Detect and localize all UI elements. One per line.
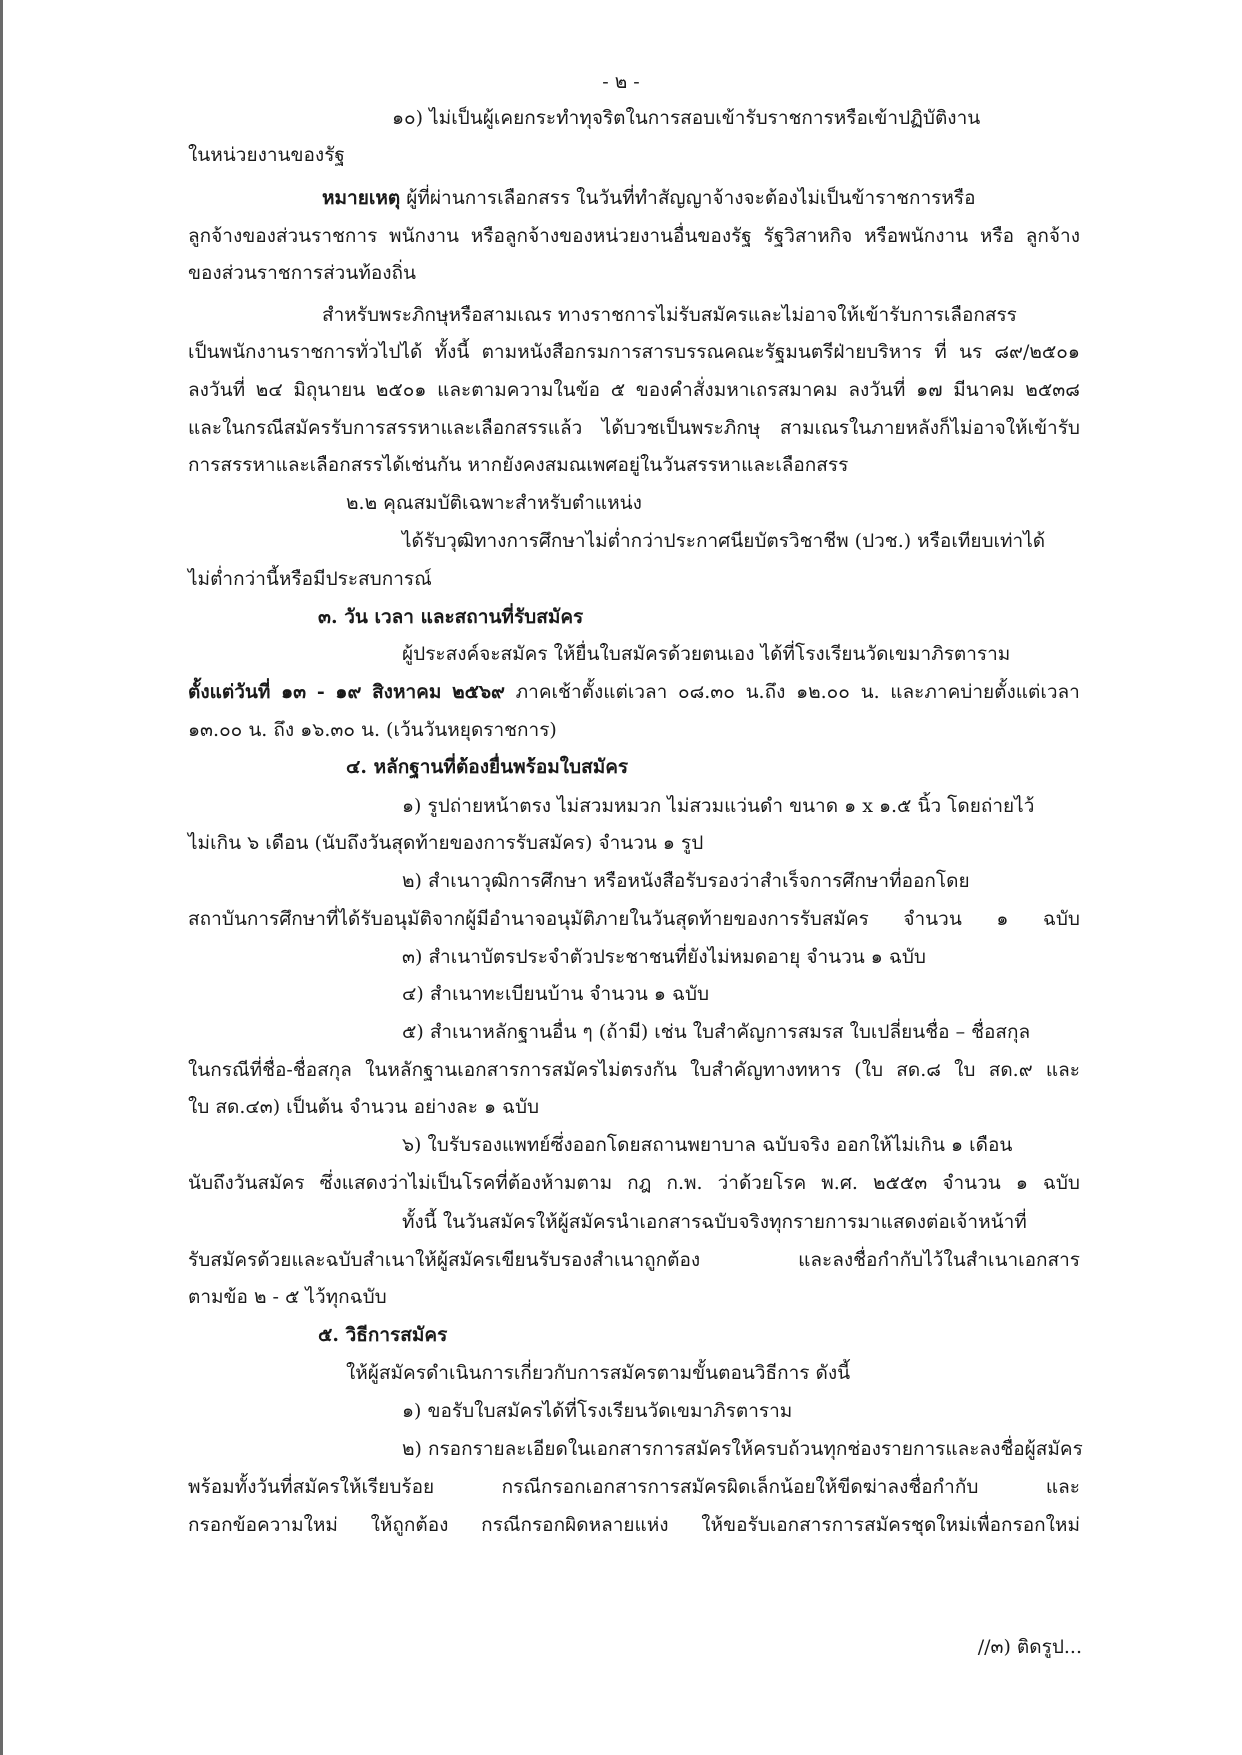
word: น. — [860, 681, 880, 703]
word: ๘๙/๒๕๐๑ — [994, 341, 1080, 363]
word: (ใบ — [854, 1059, 884, 1081]
word: รับสมัครด้วยและฉบับสำเนาให้ผู้สมัครเขียนรับรองสำเนาถูกต้อง — [188, 1249, 701, 1271]
word: ๐๘.๓๐ — [677, 681, 735, 703]
text-line — [188, 905, 1080, 933]
text-line — [402, 640, 1080, 668]
word: พนักงาน — [389, 225, 459, 247]
word: นร — [958, 341, 983, 363]
word: ในกรณีที่ชื่อ-ชื่อสกุล — [188, 1059, 352, 1081]
line-text: ๒) สำเนาวุฒิการศึกษา หรือหนังสือรับรองว่าสำเร็จการศึกษาที่ออกโดย — [402, 870, 970, 892]
word: และในกรณีสมัครรับการสรรหาและเลือกสรรแล้ว — [188, 417, 583, 439]
word: ได้บวชเป็นพระภิกษุ — [601, 417, 761, 439]
word: และภาคบ่ายตั้งแต่เวลา — [890, 681, 1080, 703]
word: พร้อมทั้งวันที่สมัครให้เรียบร้อย — [188, 1476, 435, 1498]
text-line — [188, 678, 1080, 706]
word: ๒๕๐๑ — [375, 379, 427, 401]
word: หรือลูกจ้างของหน่วยงานอื่นของรัฐ — [470, 225, 752, 247]
word: ที่ — [934, 341, 947, 363]
bold-text: ๓. วัน เวลา และสถานที่รับสมัคร — [318, 606, 584, 628]
word: ลงวันที่ — [848, 379, 906, 401]
word: ฉบับ — [1042, 1172, 1080, 1194]
text-line — [402, 1131, 1080, 1159]
text-line — [318, 1321, 447, 1349]
text-line — [188, 141, 345, 169]
continuation-marker: //๓) ติดรูป... — [977, 1636, 1082, 1658]
line-text: ในหน่วยงานของรัฐ — [188, 144, 345, 166]
word: ๑ — [1015, 1172, 1028, 1194]
text-line — [188, 1473, 1080, 1501]
text-line — [402, 867, 1080, 895]
word: ให้ขอรับเอกสารการสมัครชุดใหม่เพื่อกรอกใหม่ — [701, 1514, 1080, 1536]
word: หรือพนักงาน — [864, 225, 969, 247]
word: ตั้งแต่วันที่ — [188, 681, 271, 703]
word: และ — [1045, 1059, 1080, 1081]
line-text: ทั้งนี้ ในวันสมัครให้ผู้สมัครนำเอกสารฉบับจริงทุกรายการมาแสดงต่อเจ้าหน้าที่ — [402, 1211, 1027, 1233]
text-line — [402, 1435, 1083, 1463]
bold-text: หมายเหตุ — [322, 187, 401, 209]
word: กรณีกรอกผิดหลายแห่ง — [481, 1514, 669, 1536]
text-line — [188, 829, 703, 857]
word: สามเณรในภายหลังก็ไม่อาจให้เข้ารับ — [779, 417, 1080, 439]
line-text: ให้ผู้สมัครดำเนินการเกี่ยวกับการสมัครตามขั้นตอนวิธีการ ดังนี้ — [346, 1362, 851, 1384]
text-line — [188, 1246, 1080, 1274]
word: ๒๕๓๘ — [1025, 379, 1080, 401]
line-text: ๒.๒ คุณสมบัติเฉพาะสำหรับตำแหน่ง — [346, 492, 642, 514]
line-text: ไม่ต่ำกว่านี้หรือมีประสบการณ์ — [188, 568, 432, 590]
word: ของคำสั่งมหาเถรสมาคม — [635, 379, 838, 401]
line-text: ๑) ขอรับใบสมัครได้ที่โรงเรียนวัดเขมาภิรตาราม — [402, 1400, 793, 1422]
line-text: ตามข้อ ๒ - ๕ ไว้ทุกฉบับ — [188, 1286, 387, 1308]
text-line — [346, 753, 628, 781]
word: ให้ถูกต้อง — [370, 1514, 449, 1536]
text-line — [188, 451, 848, 479]
line-text: ของส่วนราชการส่วนท้องถิ่น — [188, 262, 417, 284]
word: ก.พ. — [666, 1172, 703, 1194]
word: และ — [1045, 1476, 1080, 1498]
word: ๑ — [996, 908, 1009, 930]
word: ว่าด้วยโรค — [717, 1172, 807, 1194]
text-line — [188, 376, 1080, 404]
word: น.ถึง — [745, 681, 786, 703]
word: ใบ — [954, 1059, 976, 1081]
word: กรอกข้อความใหม่ — [188, 1514, 338, 1536]
word: นับถึงวันสมัคร — [188, 1172, 305, 1194]
word: กรณีกรอกเอกสารการสมัครผิดเล็กน้อยให้ขีดฆ่าลงชื่อกำกับ — [501, 1476, 979, 1498]
line-text: ๒) กรอกรายละเอียดในเอกสารการสมัครให้ครบถ้วนทุกช่องรายการและลงชื่อผู้สมัคร — [402, 1438, 1083, 1460]
word: กฎ — [627, 1172, 652, 1194]
text-line — [402, 1397, 792, 1425]
word: สถาบันการศึกษาที่ได้รับอนุมัติจากผู้มีอำนาจอนุมัติภายในวันสุดท้ายของการรับสมัคร — [188, 908, 869, 930]
word: สด.๙ — [988, 1059, 1033, 1081]
text-line — [392, 104, 1080, 132]
word: ฉบับ — [1042, 908, 1080, 930]
text-line — [402, 1018, 1080, 1046]
text-line — [188, 1511, 1080, 1539]
text-line — [188, 565, 432, 593]
text-line — [346, 1359, 850, 1387]
word: ใบสำคัญทางทหาร — [690, 1059, 842, 1081]
text-line — [318, 603, 583, 631]
text-line — [188, 1093, 539, 1121]
text-line — [322, 184, 1080, 212]
line-text: ๑) รูปถ่ายหน้าตรง ไม่สวมหมวก ไม่สวมแว่นดำ ขนาด ๑ x ๑.๕ นิ้ว โดยถ่ายไว้ — [402, 795, 1035, 817]
text-line — [322, 301, 1080, 329]
line-text: ๓) สำเนาบัตรประจำตัวประชาชนที่ยังไม่หมดอายุ จำนวน ๑ ฉบับ — [402, 946, 926, 968]
text-line — [402, 527, 1080, 555]
word: มีนาคม — [953, 379, 1015, 401]
line-text: ๖) ใบรับรองแพทย์ซึ่งออกโดยสถานพยาบาล ฉบับจริง ออกให้ไม่เกิน ๑ เดือน — [402, 1134, 1013, 1156]
text-line — [346, 489, 642, 517]
line-text: ๕) สำเนาหลักฐานอื่น ๆ (ถ้ามี) เช่น ใบสำคัญการสมรส ใบเปลี่ยนชื่อ – ชื่อสกุล — [402, 1021, 1031, 1043]
word: ในหลักฐานเอกสารการสมัครไม่ตรงกัน — [365, 1059, 677, 1081]
word: ซึ่งแสดงว่าไม่เป็นโรคที่ต้องห้ามตาม — [319, 1172, 613, 1194]
text-line — [402, 943, 926, 971]
word: ๑๒.๐๐ — [796, 681, 850, 703]
line-text: ๔) สำเนาทะเบียนบ้าน จำนวน ๑ ฉบับ — [402, 983, 710, 1005]
bold-text: ๕. วิธีการสมัคร — [318, 1324, 448, 1346]
word: พ.ศ. — [821, 1172, 858, 1194]
text-line — [402, 792, 1080, 820]
word: จำนวน — [942, 1172, 1001, 1194]
line-text: ไม่เกิน ๖ เดือน (นับถึงวันสุดท้ายของการรับสมัคร) จำนวน ๑ รูป — [188, 832, 704, 854]
word: รัฐวิสาหกิจ — [763, 225, 853, 247]
bold-text: ๔. หลักฐานที่ต้องยื่นพร้อมใบสมัคร — [346, 756, 629, 778]
line-text: การสรรหาและเลือกสรรได้เช่นกัน หากยังคงสมณเพศอยู่ในวันสรรหาและเลือกสรร — [188, 454, 849, 476]
word: ๒๕๖๙ — [452, 681, 505, 703]
line-text: ใบ สด.๔๓) เป็นต้น จำนวน อย่างละ ๑ ฉบับ — [188, 1096, 540, 1118]
text-line — [188, 1169, 1080, 1197]
line-text: ผู้ประสงค์จะสมัคร ให้ยื่นใบสมัครด้วยตนเอง ได้ที่โรงเรียนวัดเขมาภิรตาราม — [402, 643, 1011, 665]
word: ลูกจ้างของส่วนราชการ — [188, 225, 378, 247]
word: สด.๘ — [896, 1059, 941, 1081]
word: ๑๓ — [281, 681, 307, 703]
text-line — [188, 222, 1080, 250]
word: ๒๔ — [255, 379, 283, 401]
text-line — [188, 338, 1080, 366]
word: สิงหาคม — [372, 681, 442, 703]
line-text: ๑๓.๐๐ น. ถึง ๑๖.๓๐ น. (เว้นวันหยุดราชการ) — [188, 719, 557, 741]
word: - — [316, 681, 325, 703]
word: ลงวันที่ — [188, 379, 246, 401]
text-line — [402, 980, 709, 1008]
word: ลูกจ้าง — [1025, 225, 1080, 247]
word: จำนวน — [903, 908, 962, 930]
line-text: สำหรับพระภิกษุหรือสามเณร ทางราชการไม่รับสมัครและไม่อาจให้เข้ารับการเลือกสรร — [322, 304, 1017, 326]
word: เป็นพนักงานราชการทั่วไปได้ — [188, 341, 423, 363]
word: และตามความในข้อ — [437, 379, 601, 401]
text-line — [188, 1283, 387, 1311]
word: ๑๙ — [335, 681, 362, 703]
word: ภาคเช้าตั้งแต่เวลา — [515, 681, 668, 703]
word: ๕ — [610, 379, 626, 401]
text-line — [188, 414, 1080, 442]
word: ๑๗ — [916, 379, 943, 401]
word: มิถุนายน — [293, 379, 366, 401]
line-text: ได้รับวุฒิทางการศึกษาไม่ต่ำกว่าประกาศนียบัตรวิชาชีพ (ปวช.) หรือเทียบเท่าได้ — [402, 530, 1046, 552]
text-line — [402, 1208, 1080, 1236]
word: และลงชื่อกำกับไว้ในสำเนาเอกสาร — [798, 1249, 1080, 1271]
text-line — [188, 1056, 1080, 1084]
line-text: ผู้ที่ผ่านการเลือกสรร ในวันที่ทำสัญญาจ้างจะต้องไม่เป็นข้าราชการหรือ — [400, 187, 976, 209]
word: ทั้งนี้ — [434, 341, 470, 363]
line-text: ๑๐) ไม่เป็นผู้เคยกระทำทุจริตในการสอบเข้ารับราชการหรือเข้าปฏิบัติงาน — [392, 107, 981, 129]
word: หรือ — [979, 225, 1015, 247]
page-number: - ๒ - — [602, 71, 640, 93]
word: ตามหนังสือกรมการสารบรรณคณะรัฐมนตรีฝ่ายบริหาร — [481, 341, 922, 363]
word: ๒๕๕๓ — [872, 1172, 928, 1194]
text-line — [188, 259, 416, 287]
text-line — [188, 716, 557, 744]
